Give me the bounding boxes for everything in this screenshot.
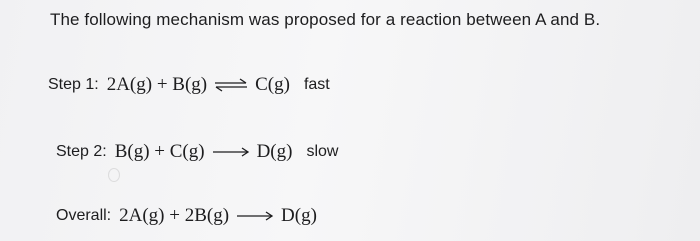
step-1-products: C(g) xyxy=(255,74,290,95)
overall-row xyxy=(56,205,317,227)
step-1-equation xyxy=(107,74,290,96)
overall-label: Overall: xyxy=(56,207,112,224)
step-2-reactants: B(g) + C(g) xyxy=(114,141,205,162)
step-1-label: Step 1: xyxy=(48,76,99,93)
overall-reactants: 2A(g) + 2B(g) xyxy=(119,205,230,226)
step-2-label: Step 2: xyxy=(56,143,107,160)
step-1-rate: fast xyxy=(303,76,330,93)
scan-smudge xyxy=(108,168,120,182)
step-2-row xyxy=(56,141,338,163)
forward-arrow-icon xyxy=(235,210,275,222)
overall-equation xyxy=(119,205,317,227)
overall-products: D(g) xyxy=(281,205,317,226)
step-2-products: D(g) xyxy=(256,141,293,162)
forward-arrow-icon xyxy=(211,146,251,158)
step-2-rate: slow xyxy=(306,143,339,160)
step-1-row xyxy=(48,74,330,96)
equilibrium-arrow-icon xyxy=(213,78,249,92)
step-1-reactants: 2A(g) + B(g) xyxy=(106,74,208,95)
step-2-equation xyxy=(115,141,293,163)
intro-text: The following mechanism was proposed for a reaction between A and B. xyxy=(50,10,601,29)
